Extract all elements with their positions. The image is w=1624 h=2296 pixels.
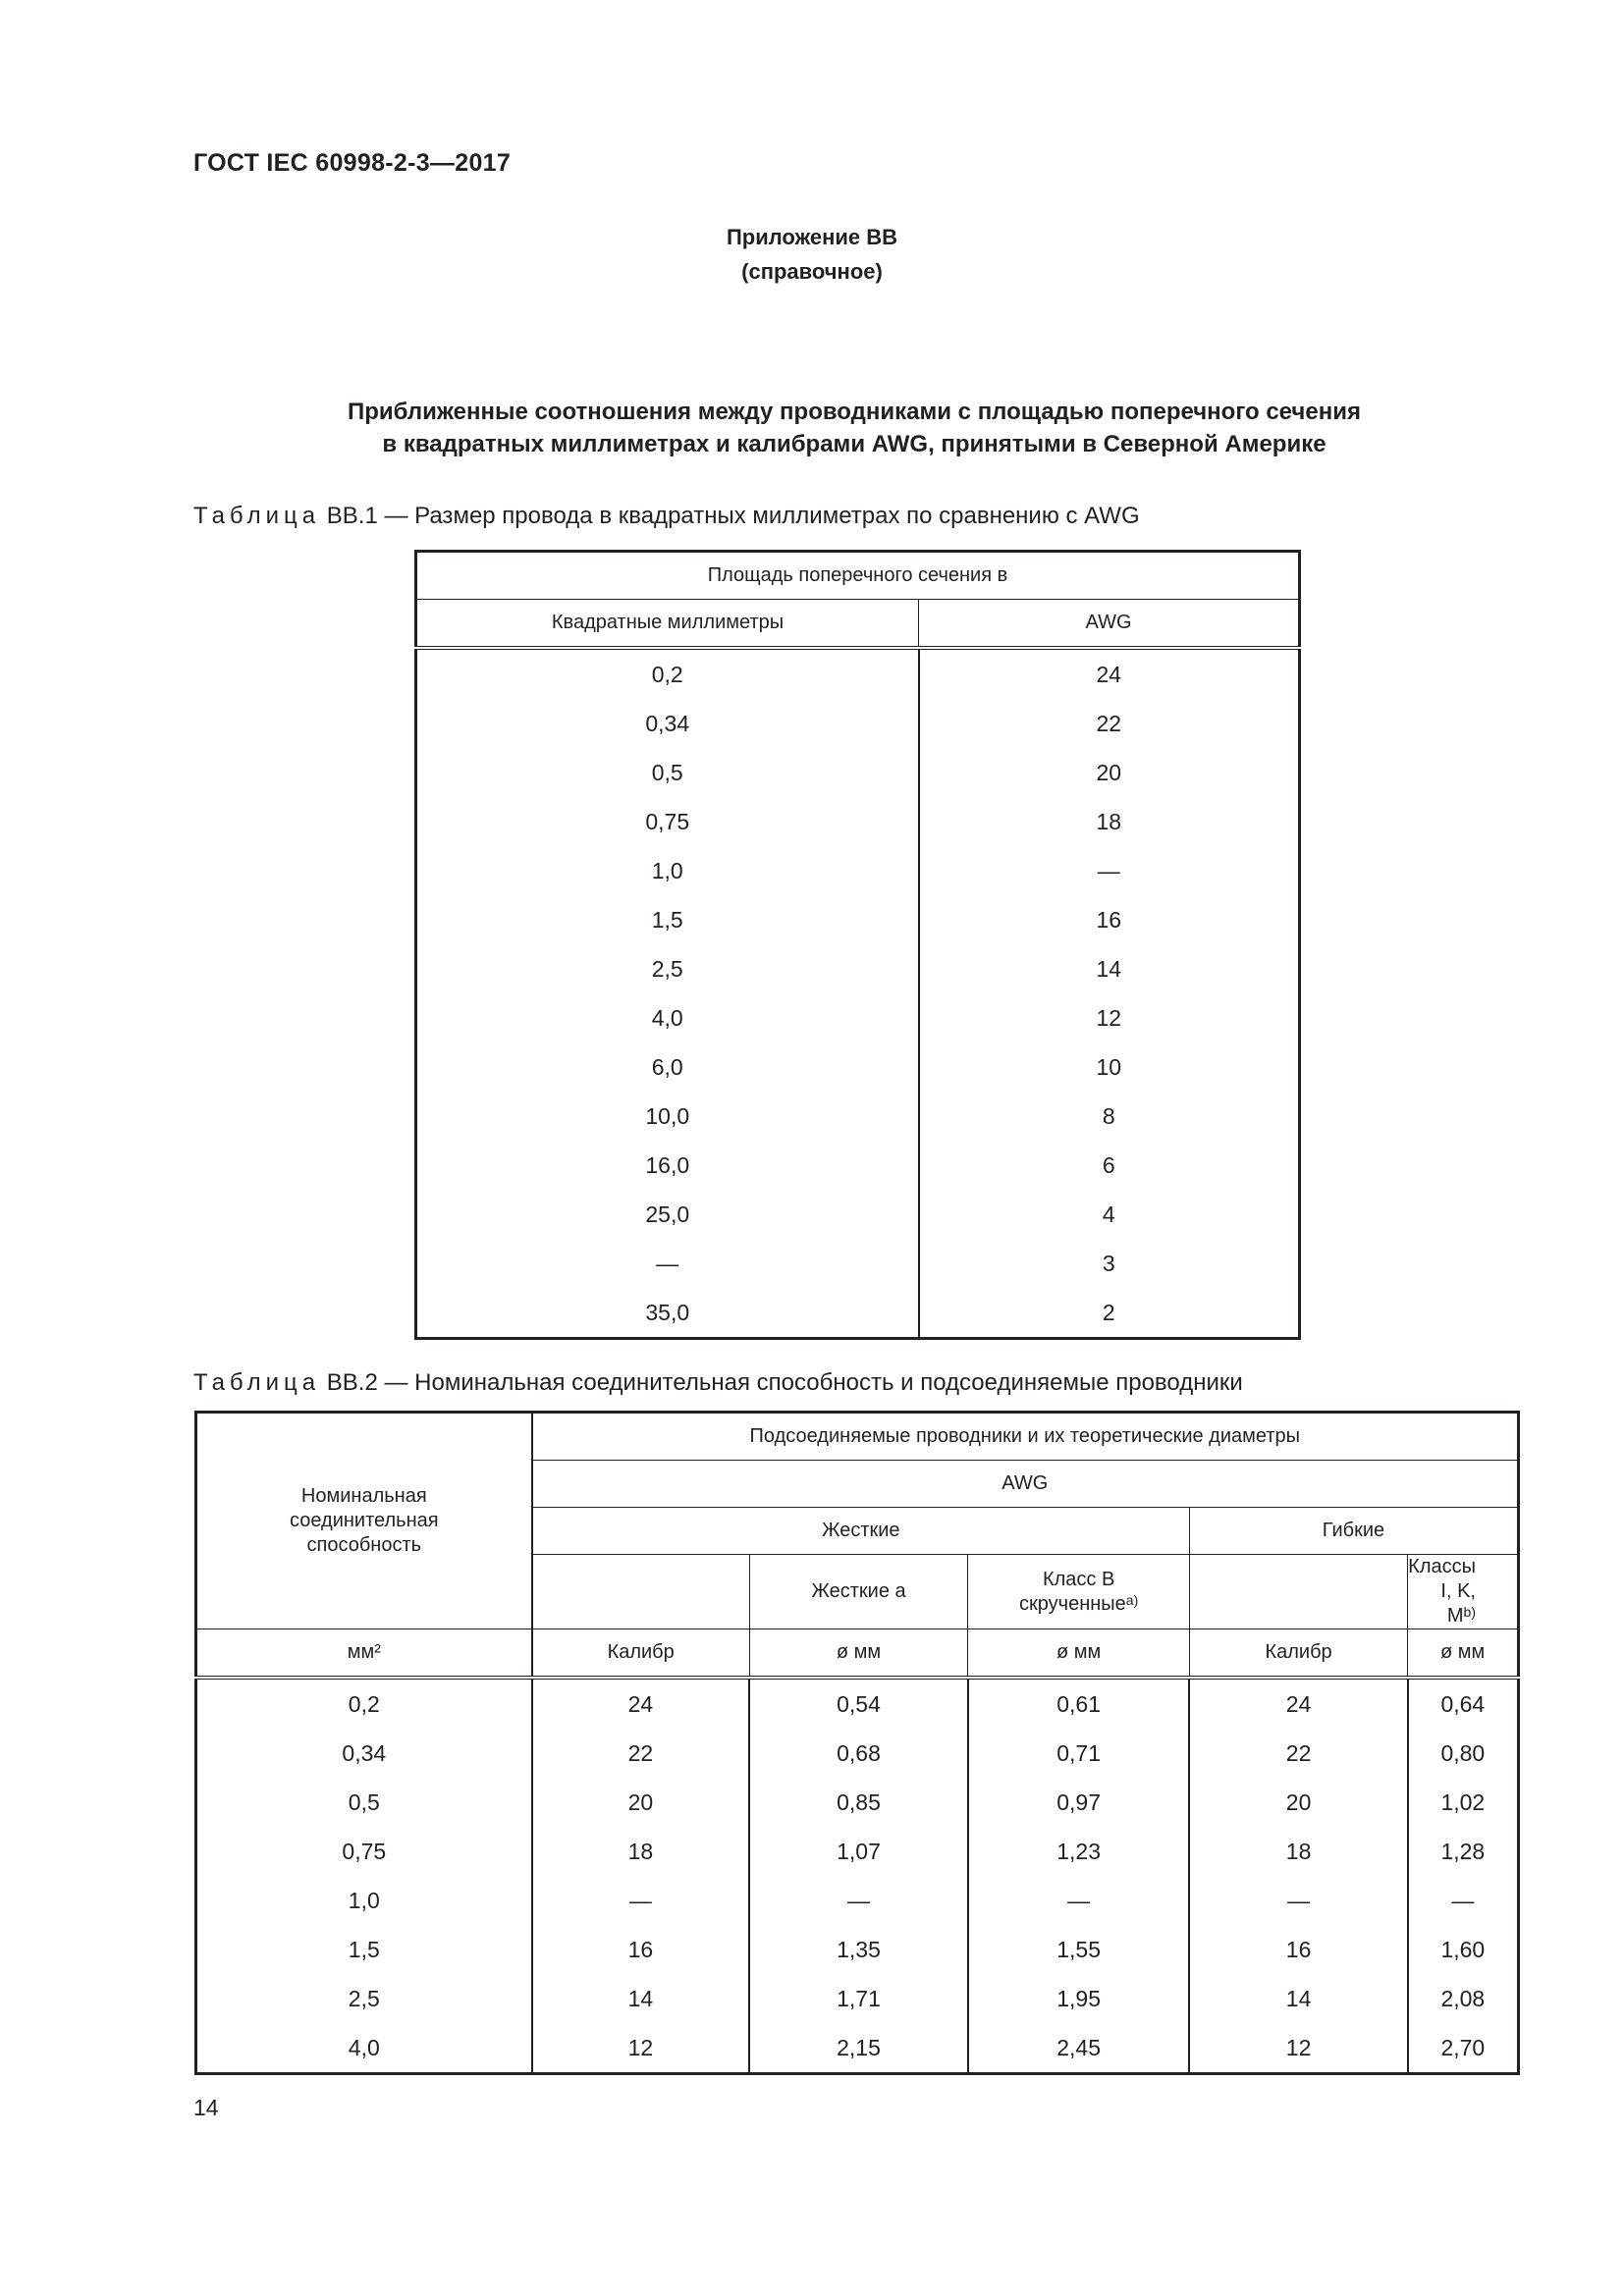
annex-type: (справочное)	[741, 259, 883, 284]
table1-cell-awg: 20	[919, 748, 1300, 797]
table2-rigid-header: Жесткие	[532, 1508, 1190, 1555]
table-row	[196, 1678, 1519, 1729]
table2-cell-g1: 14	[532, 1974, 750, 2023]
table2-cell-d2: 0,97	[968, 1778, 1190, 1827]
table2-cell-g1: 12	[532, 2023, 750, 2074]
table1-cell-awg: 10	[919, 1042, 1300, 1092]
table2-cell-g2: 22	[1189, 1729, 1407, 1778]
heading-line-2: в квадратных миллиметрах и калибрами AWG, принятыми в Северной Америке	[382, 431, 1326, 457]
table1-cell-mm: 6,0	[416, 1042, 919, 1092]
table2-classes-ikm: I, K, M	[1440, 1580, 1476, 1627]
table2-classes-label: Классы	[1408, 1556, 1476, 1577]
table1-cell-awg: 4	[919, 1190, 1300, 1239]
table2-cell-mm2: 1,5	[196, 1925, 532, 1974]
table2-cell-d3: 1,60	[1408, 1925, 1519, 1974]
table2-cell-g1: —	[532, 1876, 750, 1925]
table1-cell-mm: 2,5	[416, 944, 919, 993]
table2-cell-d2: 1,95	[968, 1974, 1190, 2023]
wire-size-table	[414, 550, 1301, 1340]
table2-blank-cell-2	[1189, 1555, 1407, 1629]
table1-caption	[193, 503, 1140, 530]
table1-caption-text: BB.1 — Размер провода в квадратных миллиметрах по сравнению с AWG	[320, 503, 1140, 529]
table2-cell-d2: 2,45	[968, 2023, 1190, 2074]
table2-cell-d2: 0,71	[968, 1729, 1190, 1778]
table1-cell-mm: 4,0	[416, 993, 919, 1042]
table1-cell-mm: 1,0	[416, 846, 919, 895]
table-row	[416, 1092, 1300, 1141]
table2-stranded-label: скрученные	[1019, 1592, 1126, 1615]
table2-cell-d3: 1,28	[1408, 1827, 1519, 1876]
table2-caption-label: Таблица	[193, 1369, 321, 1396]
table-row	[196, 1925, 1519, 1974]
table1-cell-mm: 10,0	[416, 1092, 919, 1141]
table-row	[196, 2023, 1519, 2074]
table1-cell-mm: 0,34	[416, 699, 919, 748]
table1-cell-mm: 1,5	[416, 895, 919, 944]
table2-cell-mm2: 1,0	[196, 1876, 532, 1925]
table1-cell-awg: —	[919, 846, 1300, 895]
table2-rating-header: Номинальная соединительная способность	[196, 1413, 532, 1629]
table1-cell-awg: 14	[919, 944, 1300, 993]
table1-cell-awg: 16	[919, 895, 1300, 944]
page-number: 14	[193, 2095, 219, 2120]
table1-cell-mm: 0,2	[416, 648, 919, 699]
annex-title: Приложение BB	[726, 225, 898, 249]
table2-cell-g2: 16	[1189, 1925, 1407, 1974]
table2-cell-d2: 0,61	[968, 1678, 1190, 1729]
table2-cell-g2: 24	[1189, 1678, 1407, 1729]
table-row	[416, 993, 1300, 1042]
table2-cell-g2: 20	[1189, 1778, 1407, 1827]
table-row	[196, 1876, 1519, 1925]
table1-cell-awg: 6	[919, 1141, 1300, 1190]
table2-class-b	[968, 1555, 1190, 1629]
table2-unit-dia-2: ø мм	[968, 1629, 1190, 1679]
table2-awg-header: AWG	[532, 1461, 1519, 1508]
table2-blank-cell	[532, 1555, 750, 1629]
table2-cell-mm2: 2,5	[196, 1974, 532, 2023]
heading-line-1: Приближенные соотношения между проводниками с площадью поперечного сечения	[348, 399, 1361, 425]
table2-unit-gauge: Калибр	[532, 1629, 750, 1679]
table2-cell-d2: 1,55	[968, 1925, 1190, 1974]
table1-cell-mm: 16,0	[416, 1141, 919, 1190]
document-code: ГОСТ IEC 60998-2-3—2017	[193, 149, 512, 177]
table1-body	[416, 648, 1300, 1339]
table2-cell-mm2: 0,2	[196, 1678, 532, 1729]
table2-cell-d1: 0,85	[749, 1778, 968, 1827]
table2-cell-d1: 0,68	[749, 1729, 968, 1778]
table1-cell-mm: 0,5	[416, 748, 919, 797]
table2-classes	[1408, 1555, 1519, 1629]
table2-cell-d3: —	[1408, 1876, 1519, 1925]
table2-cell-d1: 1,35	[749, 1925, 968, 1974]
table1-cell-awg: 12	[919, 993, 1300, 1042]
table2-cell-d2: —	[968, 1876, 1190, 1925]
table2-cell-g2: 14	[1189, 1974, 1407, 2023]
table-row	[416, 944, 1300, 993]
table2-cell-d1: —	[749, 1876, 968, 1925]
table2-cell-g1: 24	[532, 1678, 750, 1729]
table2-cell-d1: 1,71	[749, 1974, 968, 2023]
table-row	[416, 748, 1300, 797]
table2-unit-dia-3: ø мм	[1408, 1629, 1519, 1679]
table2-cell-mm2: 0,75	[196, 1827, 532, 1876]
table-row	[416, 1190, 1300, 1239]
table1-cell-awg: 24	[919, 648, 1300, 699]
table-row	[416, 1042, 1300, 1092]
table1-cell-awg: 3	[919, 1239, 1300, 1288]
table1-caption-label: Таблица	[193, 503, 321, 529]
table2-cell-g2: 18	[1189, 1827, 1407, 1876]
table2-body	[196, 1678, 1519, 2074]
table-row	[416, 648, 1300, 699]
table2-class-b-label: Класс B	[1042, 1568, 1115, 1590]
table-row	[196, 1778, 1519, 1827]
table2-cell-mm2: 4,0	[196, 2023, 532, 2074]
table2-flexible-header: Гибкие	[1189, 1508, 1518, 1555]
table1-cell-mm: —	[416, 1239, 919, 1288]
table2-caption	[193, 1369, 1243, 1397]
table2-group-header: Подсоединяемые проводники и их теоретические диаметры	[532, 1413, 1519, 1461]
table1-cell-awg: 8	[919, 1092, 1300, 1141]
table2-cell-d3: 0,64	[1408, 1678, 1519, 1729]
table2-cell-g1: 16	[532, 1925, 750, 1974]
table-row	[416, 1141, 1300, 1190]
table2-cell-g2: —	[1189, 1876, 1407, 1925]
table2-unit-mm2: мм²	[196, 1629, 532, 1679]
table2-cell-d3: 2,70	[1408, 2023, 1519, 2074]
table-row	[416, 699, 1300, 748]
table1-col-awg: AWG	[919, 600, 1300, 649]
table2-cell-d1: 1,07	[749, 1827, 968, 1876]
table-row	[196, 1974, 1519, 2023]
table1-cell-awg: 22	[919, 699, 1300, 748]
table2-cell-mm2: 0,5	[196, 1778, 532, 1827]
table2-cell-d3: 0,80	[1408, 1729, 1519, 1778]
table2-cell-g1: 22	[532, 1729, 750, 1778]
connecting-capacity-table	[194, 1411, 1520, 2075]
table1-cell-awg: 18	[919, 797, 1300, 846]
table2-cell-mm2: 0,34	[196, 1729, 532, 1778]
table2-cell-g1: 18	[532, 1827, 750, 1876]
table2-cell-d1: 2,15	[749, 2023, 968, 2074]
footnote-a-ref: a)	[1125, 1591, 1139, 1608]
table1-cell-awg: 2	[919, 1288, 1300, 1339]
table-row	[416, 1239, 1300, 1288]
table-row	[416, 797, 1300, 846]
table1-group-header: Площадь поперечного сечения в	[416, 552, 1300, 600]
table-row	[416, 1288, 1300, 1339]
table-row	[196, 1827, 1519, 1876]
table2-cell-d1: 0,54	[749, 1678, 968, 1729]
table2-caption-text: BB.2 — Номинальная соединительная способность и подсоединяемые проводники	[320, 1369, 1243, 1396]
table2-unit-gauge-2: Калибр	[1189, 1629, 1407, 1679]
table-row	[416, 895, 1300, 944]
table1-cell-mm: 0,75	[416, 797, 919, 846]
table2-cell-g2: 12	[1189, 2023, 1407, 2074]
table2-rigid-solid: Жесткие a	[749, 1555, 968, 1629]
table1-cell-mm: 25,0	[416, 1190, 919, 1239]
table2-cell-g1: 20	[532, 1778, 750, 1827]
table2-cell-d3: 1,02	[1408, 1778, 1519, 1827]
table-row	[416, 846, 1300, 895]
table2-cell-d3: 2,08	[1408, 1974, 1519, 2023]
table2-unit-dia-1: ø мм	[749, 1629, 968, 1679]
table1-col-mm: Квадратные миллиметры	[416, 600, 919, 649]
table2-cell-d2: 1,23	[968, 1827, 1190, 1876]
table-row	[196, 1729, 1519, 1778]
table1-cell-mm: 35,0	[416, 1288, 919, 1339]
footnote-b-ref: b)	[1463, 1604, 1476, 1620]
